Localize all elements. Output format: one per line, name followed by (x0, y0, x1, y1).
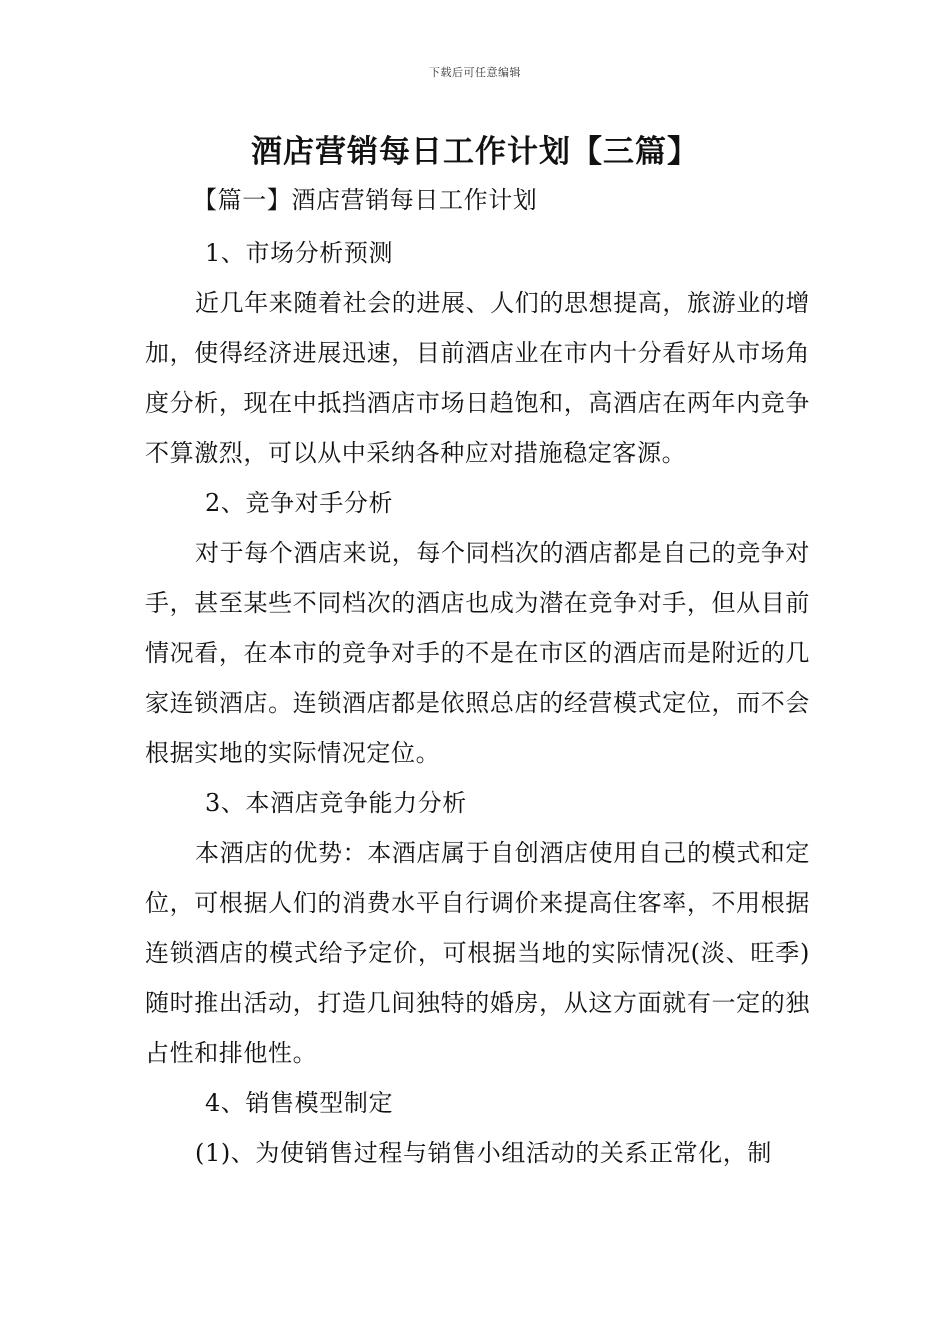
subsection-heading-competitor-analysis: 2、竞争对手分析 (205, 489, 394, 517)
paragraph-competitor-analysis: 对于每个酒店来说，每个同档次的酒店都是自己的竞争对手，甚至某些不同档次的酒店也成为潜在竞争对手，但从目前情况看，在本市的竞争对手的不是在市区的酒店而是附近的几家连锁酒店。连锁酒店都是依照总店的经营模式定位，而不会根据实地的实际情况定位。 (145, 539, 810, 767)
subsection-heading-competitiveness: 3、本酒店竞争能力分析 (205, 789, 467, 817)
paragraph-competitiveness: 本酒店的优势：本酒店属于自创酒店使用自己的模式和定位，可根据人们的消费水平自行调价来提高住客率，不用根据连锁酒店的模式给予定价，可根据当地的实际情况(淡、旺季)随时推出活动，打造几间独特的婚房，从这方面就有一定的独占性和排他性。 (145, 839, 810, 1067)
document-title: 酒店营销每日工作计划【三篇】 (251, 134, 699, 170)
document-body (145, 178, 810, 1178)
header-note: 下载后可任意编辑 (429, 66, 521, 79)
subsection-heading-market-analysis: 1、市场分析预测 (205, 239, 394, 267)
paragraph-market-analysis: 近几年来随着社会的进展、人们的思想提高，旅游业的增加，使得经济进展迅速，目前酒店业在市内十分看好从市场角度分析，现在中抵挡酒店市场日趋饱和，高酒店在两年内竞争不算激烈，可以从中采纳各种应对措施稳定客源。 (145, 289, 810, 467)
subsection-heading-sales-model: 4、销售模型制定 (205, 1089, 394, 1117)
paragraph-sales-model: (1)、为使销售过程与销售小组活动的关系正常化，制 (195, 1139, 772, 1167)
section-heading: 【篇一】酒店营销每日工作计划 (193, 186, 538, 214)
